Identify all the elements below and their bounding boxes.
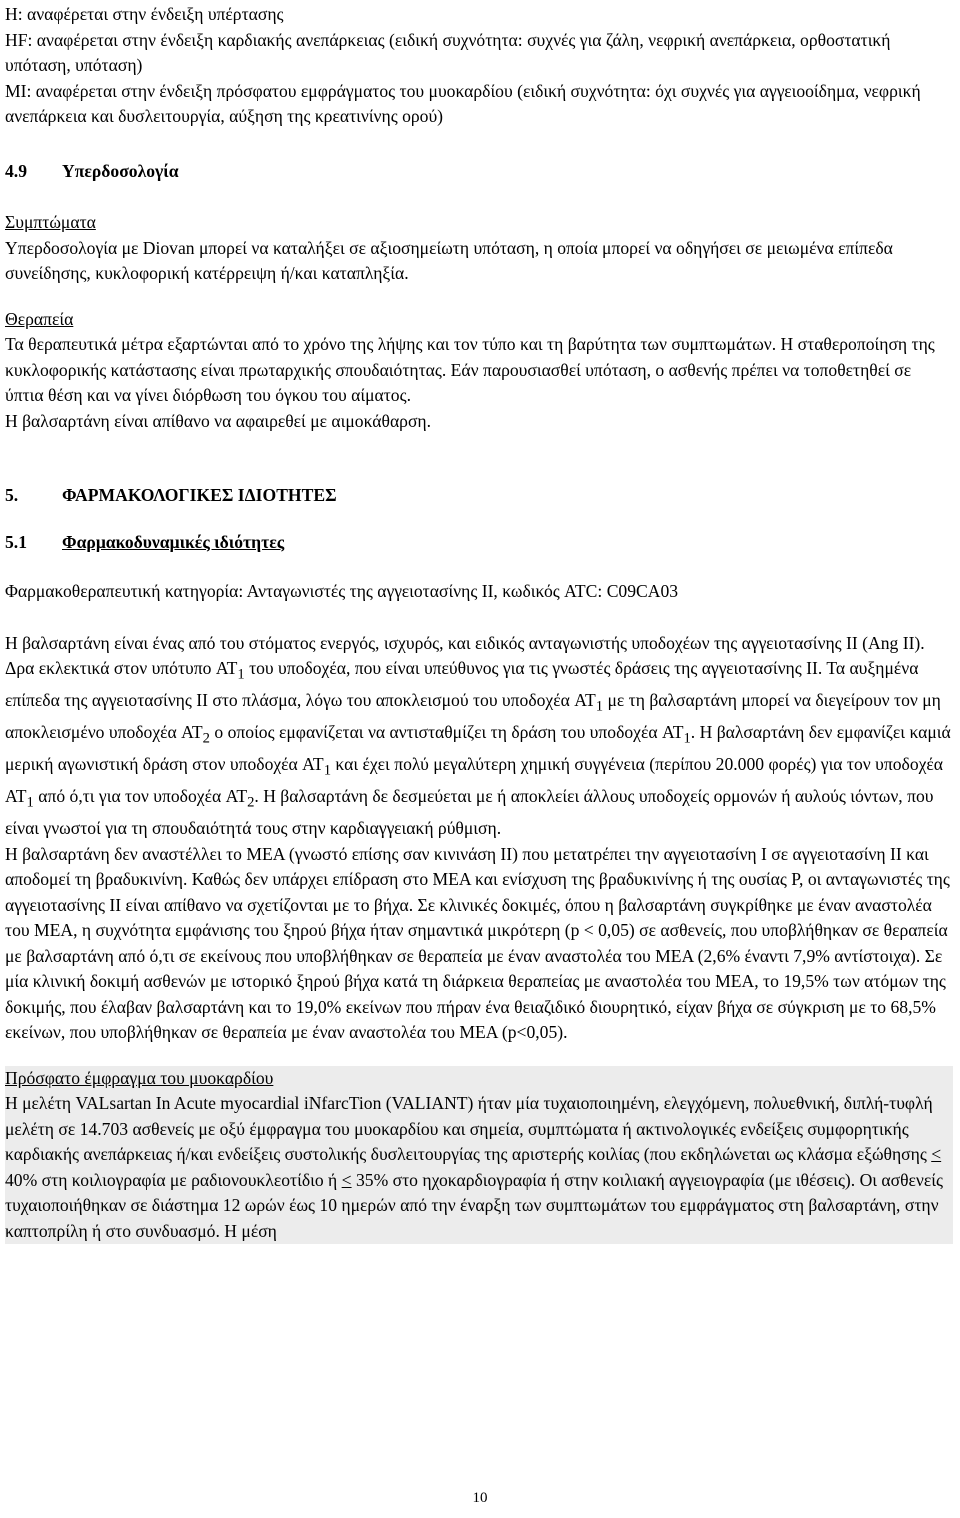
atc-category: Φαρμακοθεραπευτική κατηγορία: Ανταγωνιστές της αγγειοτασίνης ΙΙ, κωδικός ATC: C09CA03 <box>5 581 679 601</box>
abbrev-hf: HF: αναφέρεται στην ένδειξη καρδιακής ανεπάρκειας (ειδική συχνότητα: συχνές για ζάλη, νεφρική ανεπάρκεια, ορθοστατική υπόταση, υπόταση) <box>5 29 891 75</box>
abbrev-mi: MI: αναφέρεται στην ένδειξη πρόσφατου εμφράγματος του μυοκαρδίου (ειδική συχνότητα: όχι συχνές για αγγειοοίδημα, νεφρική ανεπάρκεια και δυσλειτουργία, αύξηση της κρεατινίνης ορού) <box>5 80 921 126</box>
mechanism-paragraph <box>5 631 953 842</box>
mi-heading: Πρόσφατο έμφραγμα του μυοκαρδίου <box>5 1067 274 1088</box>
symptoms-heading: Συμπτώματα <box>5 212 96 232</box>
page-number: 10 <box>472 1490 488 1506</box>
text-run: ιθέσεις). Οι ασθενείς τυχαιοποιήθηκαν σε διάστημα 12 ωρών έως 10 ημερών από την έναρξη των συμπτωμάτων του εμφράγματος στη βαλσαρτάνη, στην καπτοπρίλη ή στο συνδυασμό. Η μέση <box>5 1169 943 1241</box>
document-page <box>5 0 953 1244</box>
section-number: 5.1 <box>5 531 27 552</box>
section-5-heading <box>5 483 953 509</box>
section-number: 5. <box>5 485 19 505</box>
abbrev-h: H: αναφέρεται στην ένδειξη υπέρτασης <box>5 4 284 24</box>
dialysis-text: Η βαλσαρτάνη είναι απίθανο να αφαιρεθεί με αιμοκάθαρση. <box>5 410 432 431</box>
subscript: 1 <box>595 698 604 715</box>
symptoms-text: Υπερδοσολογία με Diovan μπορεί να καταλήξει σε αξιοσημείωτη υπόταση, η οποία μπορεί να οδηγήσει σε μειωμένα επίπεδα συνείδησης, κυκλοφορική κατέρρειψη ή/και καταπληξία. <box>5 237 893 283</box>
subscript: 2 <box>202 730 210 747</box>
text-run: του υποδοχέα, που είναι υπεύθυνος για τις γνωστές δράσεις της αγγειοτασίνης ΙΙ. Τα αυξημένα επίπεδα της αγγειοτασίνης ΙΙ στο πλάσμα, λόγω του αποκλεισμού του υποδοχέα AT <box>5 658 919 711</box>
text-run: και έχει πολύ μεγαλύτερη χημική συγγένεια (περίπου 20.000 φορές) για τον υποδοχέα AT <box>5 754 944 807</box>
less-equal-symbol: < <box>931 1144 942 1165</box>
therapy-text: Τα θεραπευτικά μέτρα εξαρτώνται από το χρόνο της λήψης και τον τύπο και τη βαρύτητα των συμπτωμάτων. Η σταθεροποίηση της κυκλοφορικής κατάστασης είναι πρωταρχικής σπουδαιότητας. Εάν παρουσιασθεί υπόταση, ο ασθενής πρέπει να τοποθετηθεί σε ύπτια θέση και να γίνει διόρθωση του όγκου του αίματος. <box>5 334 935 405</box>
text-run: . Η βαλσαρτάνη δε δεσμεύεται με ή αποκλείει άλλους υποδοχείς ορμονών ή αυλούς ιόντων, που είναι γνωστοί για τη σπουδαιότητά τους στην καρδιαγγειακή ρύθμιση. <box>5 786 934 839</box>
text-run: . Η βαλσαρτάνη δεν εμφανίζει καμιά μερική αγωνιστική δράση στον υποδοχέα AT <box>5 722 951 775</box>
text-run: 35% στο ηχοκαρδιογραφία ή στην κοιλιακή αγγειογραφία (με <box>351 1169 796 1190</box>
text-run: Η μελέτη VALsartan In Acute myocardial iNfarcTion (VALIANT) ήταν μία τυχαιοποιημένη, ελεγχόμενη, πολυεθνική, διπλή-τυφλή μελέτη σε 14.703 ασθενείς με οξύ έμφραγμα του μυοκαρδίου και σημεία, συμπτώματα ή ακτινολογικές ενδείξεις συμφορητικής καρδιακής ανεπάρκειας ή/και ενδείξεις συστολικής δυσλειτουργίας της αριστερής κοιλίας (που εκδηλώνεται ως κλάσμα εξώθησης <box>5 1093 933 1165</box>
mi-paragraph <box>5 1091 953 1244</box>
section-title: Φαρμακοδυναμικές ιδιότητες <box>62 531 285 552</box>
section-title: Υπερδοσολογία <box>62 160 179 181</box>
subscript: 1 <box>683 730 691 747</box>
mi-section <box>5 1066 953 1245</box>
section-number: 4.9 <box>5 160 27 181</box>
ace-paragraph: Η βαλσαρτάνη δεν αναστέλλει το ΜΕΑ (γνωστό επίσης σαν κινινάση ΙΙ) που μετατρέπει την αγγειοτασίνη Ι σε αγγειοτασίνη ΙΙ και αποδομεί τη βραδυκινίνη. Καθώς δεν υπάρχει επίδραση στο ΜΕΑ και ενίσχυση της βραδυκινίνης ή της ουσίας P, οι ανταγωνιστές της αγγειοτασίνης ΙΙ είναι απίθανο να σχετίζονται με το βήχα. Σε κλινικές δοκιμές, όπου η βαλσαρτάνη συγκρίθηκε με έναν αναστολέα του ΜΕΑ, η συχνότητα εμφάνισης του ξηρού βήχα ήταν σημαντικά μικρότερη (p < 0,05) σε ασθενείς, που υποβλήθηκαν σε θεραπεία με βαλσαρτάνη από ό,τι σε εκείνους που υποβλήθηκαν σε θεραπεία με έναν αναστολέα του ΜΕΑ (2,6% έναντι 7,9% αντίστοιχα). Σε μία κλινική δοκιμή ασθενών με ιστορικό ξηρού βήχα κατά τη διάρκεια θεραπείας με αναστολέα του ΜΕΑ, το 19,5% των ατόμων της δοκιμής, που έλαβαν βαλσαρτάνη και το 19,0% εκείνων που πήραν ένα θειαζιδικό διουρητικό, είχαν βήχα σε σύγκριση με το 68,5% εκείνων, που υποβλήθηκαν σε θεραπεία με έναν αναστολέα του ΜΕΑ (p<0,05). <box>5 843 950 1043</box>
section-5-1-heading <box>5 530 953 556</box>
less-equal-symbol: < <box>341 1169 352 1190</box>
text-run: με τη βαλσαρτάνη μπορεί να διεγείρουν τον μη αποκλεισμένο υποδοχέα AT <box>5 690 941 743</box>
text-run: από ό,τι για τον υποδοχέα AT <box>33 786 248 807</box>
therapy-heading: Θεραπεία <box>5 308 74 329</box>
section-4-9-heading <box>5 159 953 185</box>
section-title: ΦΑΡΜΑΚΟΛΟΓΙΚΕΣ ΙΔΙΟΤΗΤΕΣ <box>62 485 337 505</box>
subscript: 2 <box>247 794 255 811</box>
text-run: Η βαλσαρτάνη είναι ένας από του στόματος ενεργός, ισχυρός, και ειδικός ανταγωνιστής υποδοχέων της αγγειοτασίνης ΙΙ (Ang II). Δρα εκλεκτικά στον υπότυπο AT <box>5 632 925 678</box>
subscript: 1 <box>26 794 34 811</box>
text-run: 40% στη κοιλιογραφία με ραδιονουκλεοτίδιο ή <box>5 1169 342 1190</box>
subscript: 1 <box>237 666 245 683</box>
subscript: 1 <box>323 762 332 779</box>
text-run: ο οποίος εμφανίζεται να αντισταθμίζει τη δράση του υποδοχέα AT <box>210 722 684 743</box>
